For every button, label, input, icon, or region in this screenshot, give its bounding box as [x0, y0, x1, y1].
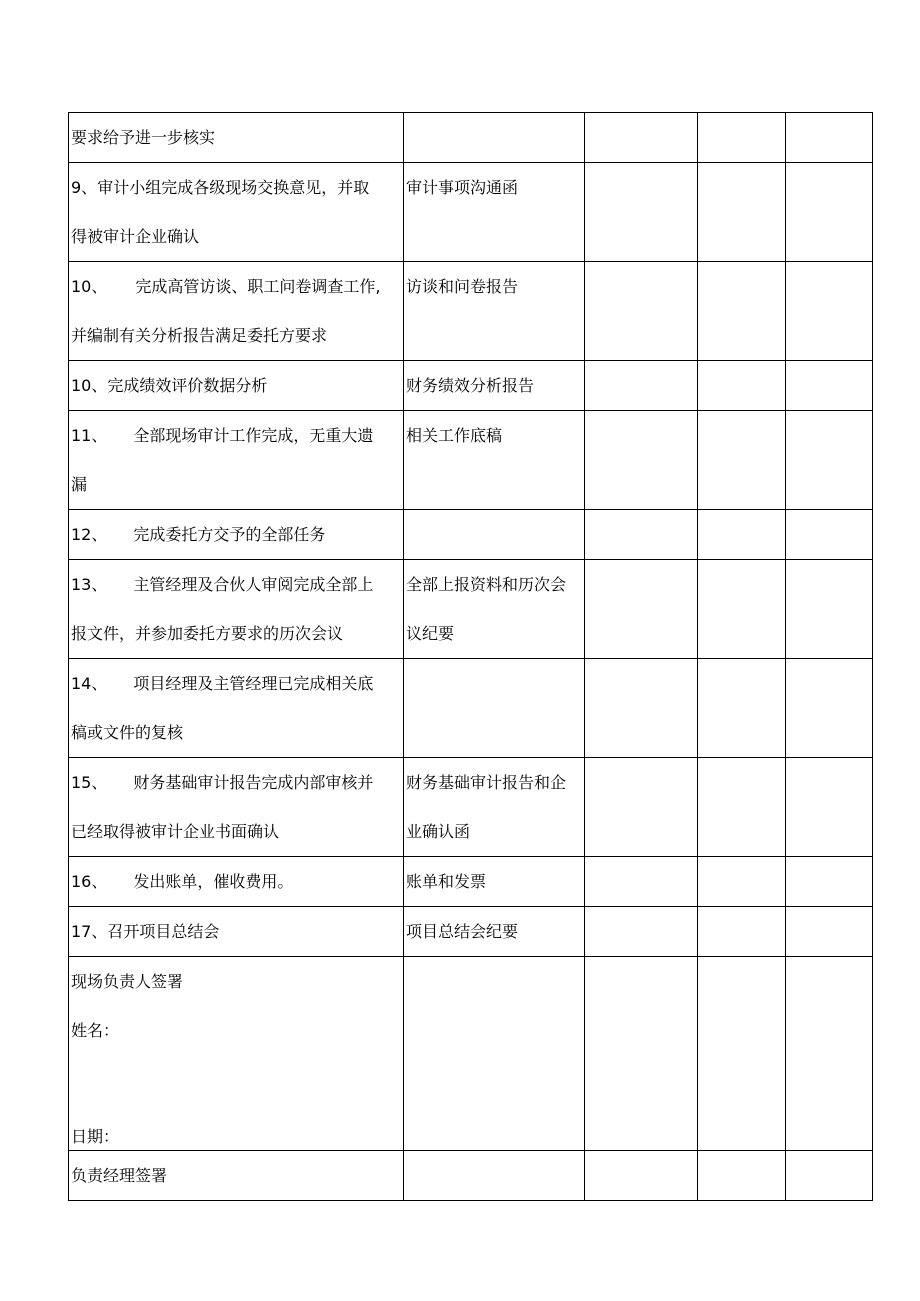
- task-text: 完成委托方交予的全部任务: [133, 525, 326, 544]
- task-text: 完成绩效评价数据分析: [107, 376, 268, 395]
- table-row: [69, 957, 873, 1151]
- document-cell: [404, 510, 585, 560]
- blank-cell: [585, 510, 698, 560]
- blank-cell: [698, 1151, 786, 1201]
- table-row: [69, 510, 873, 560]
- blank-cell: [698, 857, 786, 907]
- document-cell: [404, 857, 585, 907]
- task-text: 完成高管访谈、职工问卷调查工作,: [135, 277, 381, 296]
- blank-cell: [585, 1151, 698, 1201]
- task-cell: [69, 262, 404, 361]
- task-text: 项目经理及主管经理已完成相关底: [133, 674, 374, 693]
- blank-cell: [786, 262, 873, 361]
- document-cell: [404, 113, 585, 163]
- document-cell: [404, 560, 585, 659]
- task-text: 财务基础审计报告完成内部审核并: [133, 773, 374, 792]
- task-number: 10、: [71, 277, 108, 296]
- document-text: 账单和发票: [406, 872, 487, 891]
- document-text: 业确认函: [406, 822, 471, 841]
- table-row: [69, 361, 873, 411]
- blank-cell: [786, 411, 873, 510]
- blank-cell: [786, 361, 873, 411]
- blank-cell: [786, 957, 873, 1151]
- task-text: 稿或文件的复核: [71, 723, 184, 742]
- blank-cell: [585, 659, 698, 758]
- blank-cell: [786, 758, 873, 857]
- task-text: 已经取得被审计企业书面确认: [71, 822, 280, 841]
- document-cell: [404, 262, 585, 361]
- table-row: [69, 560, 873, 659]
- document-text: 访谈和问卷报告: [406, 277, 519, 296]
- document-text: 项目总结会纪要: [406, 922, 519, 941]
- document-cell: [404, 957, 585, 1151]
- blank-cell: [698, 560, 786, 659]
- blank-cell: [585, 907, 698, 957]
- table-row: [69, 907, 873, 957]
- blank-cell: [585, 163, 698, 262]
- task-cell: [69, 411, 404, 510]
- table-row: [69, 262, 873, 361]
- task-cell: [69, 659, 404, 758]
- blank-cell: [698, 113, 786, 163]
- audit-checklist-table: [68, 112, 873, 1201]
- task-text: 主管经理及合伙人审阅完成全部上: [133, 575, 374, 594]
- document-text: 财务基础审计报告和企: [406, 773, 567, 792]
- blank-cell: [786, 113, 873, 163]
- table-row: [69, 1151, 873, 1201]
- task-text: 全部现场审计工作完成，无重大遗: [133, 426, 374, 445]
- task-number: 12、: [71, 525, 108, 544]
- blank-cell: [698, 957, 786, 1151]
- site-lead-signature-cell: [69, 957, 404, 1151]
- blank-cell: [698, 411, 786, 510]
- task-cell: [69, 163, 404, 262]
- table-row: [69, 758, 873, 857]
- task-text: 报文件，并参加委托方要求的历次会议: [71, 624, 344, 643]
- blank-cell: [698, 262, 786, 361]
- blank-cell: [585, 361, 698, 411]
- task-cell: [69, 907, 404, 957]
- blank-cell: [698, 907, 786, 957]
- task-number: 17、: [71, 922, 108, 941]
- table-row: [69, 113, 873, 163]
- blank-cell: [786, 163, 873, 262]
- table-row: [69, 659, 873, 758]
- document-cell: [404, 1151, 585, 1201]
- blank-cell: [786, 510, 873, 560]
- document-text: 相关工作底稿: [406, 426, 503, 445]
- task-number: 16、: [71, 872, 108, 891]
- blank-cell: [585, 113, 698, 163]
- blank-cell: [698, 163, 786, 262]
- task-cell: [69, 857, 404, 907]
- document-cell: [404, 659, 585, 758]
- blank-cell: [585, 857, 698, 907]
- document-text: 议纪要: [406, 624, 455, 643]
- blank-cell: [698, 758, 786, 857]
- blank-cell: [698, 361, 786, 411]
- task-text: 召开项目总结会: [107, 922, 220, 941]
- blank-cell: [585, 758, 698, 857]
- name-label: 姓名：: [71, 1021, 120, 1040]
- blank-cell: [786, 857, 873, 907]
- document-text: 审计事项沟通函: [406, 178, 519, 197]
- task-number: 14、: [71, 674, 108, 693]
- table-row: [69, 857, 873, 907]
- blank-cell: [585, 560, 698, 659]
- task-text: 漏: [71, 475, 88, 494]
- document-cell: [404, 163, 585, 262]
- document-text: 财务绩效分析报告: [406, 376, 535, 395]
- blank-cell: [585, 957, 698, 1151]
- document-cell: [404, 361, 585, 411]
- document-cell: [404, 411, 585, 510]
- blank-cell: [786, 907, 873, 957]
- task-number: 9、: [71, 178, 98, 197]
- task-cell: [69, 758, 404, 857]
- document-cell: [404, 758, 585, 857]
- blank-cell: [585, 262, 698, 361]
- task-cell: [69, 560, 404, 659]
- task-text: 要求给予进一步核实: [71, 128, 216, 147]
- task-text: 并编制有关分析报告满足委托方要求: [71, 326, 328, 345]
- task-text: 审计小组完成各级现场交换意见，并取: [97, 178, 370, 197]
- task-cell: [69, 113, 404, 163]
- task-cell: [69, 361, 404, 411]
- blank-cell: [698, 510, 786, 560]
- blank-cell: [698, 659, 786, 758]
- task-text: 发出账单，催收费用。: [133, 872, 294, 891]
- task-number: 10、: [71, 376, 108, 395]
- task-text: 得被审计企业确认: [71, 227, 200, 246]
- date-label: 日期：: [71, 1127, 120, 1146]
- document-cell: [404, 907, 585, 957]
- blank-cell: [585, 411, 698, 510]
- blank-cell: [786, 560, 873, 659]
- site-lead-signature-title: 现场负责人签署: [71, 972, 184, 991]
- task-cell: [69, 510, 404, 560]
- document-text: 全部上报资料和历次会: [406, 575, 567, 594]
- manager-signature-title: 负责经理签署: [71, 1166, 168, 1185]
- table-row: [69, 163, 873, 262]
- task-number: 11、: [71, 426, 108, 445]
- manager-signature-cell: [69, 1151, 404, 1201]
- blank-cell: [786, 659, 873, 758]
- table-row: [69, 411, 873, 510]
- task-number: 13、: [71, 575, 108, 594]
- task-number: 15、: [71, 773, 108, 792]
- blank-cell: [786, 1151, 873, 1201]
